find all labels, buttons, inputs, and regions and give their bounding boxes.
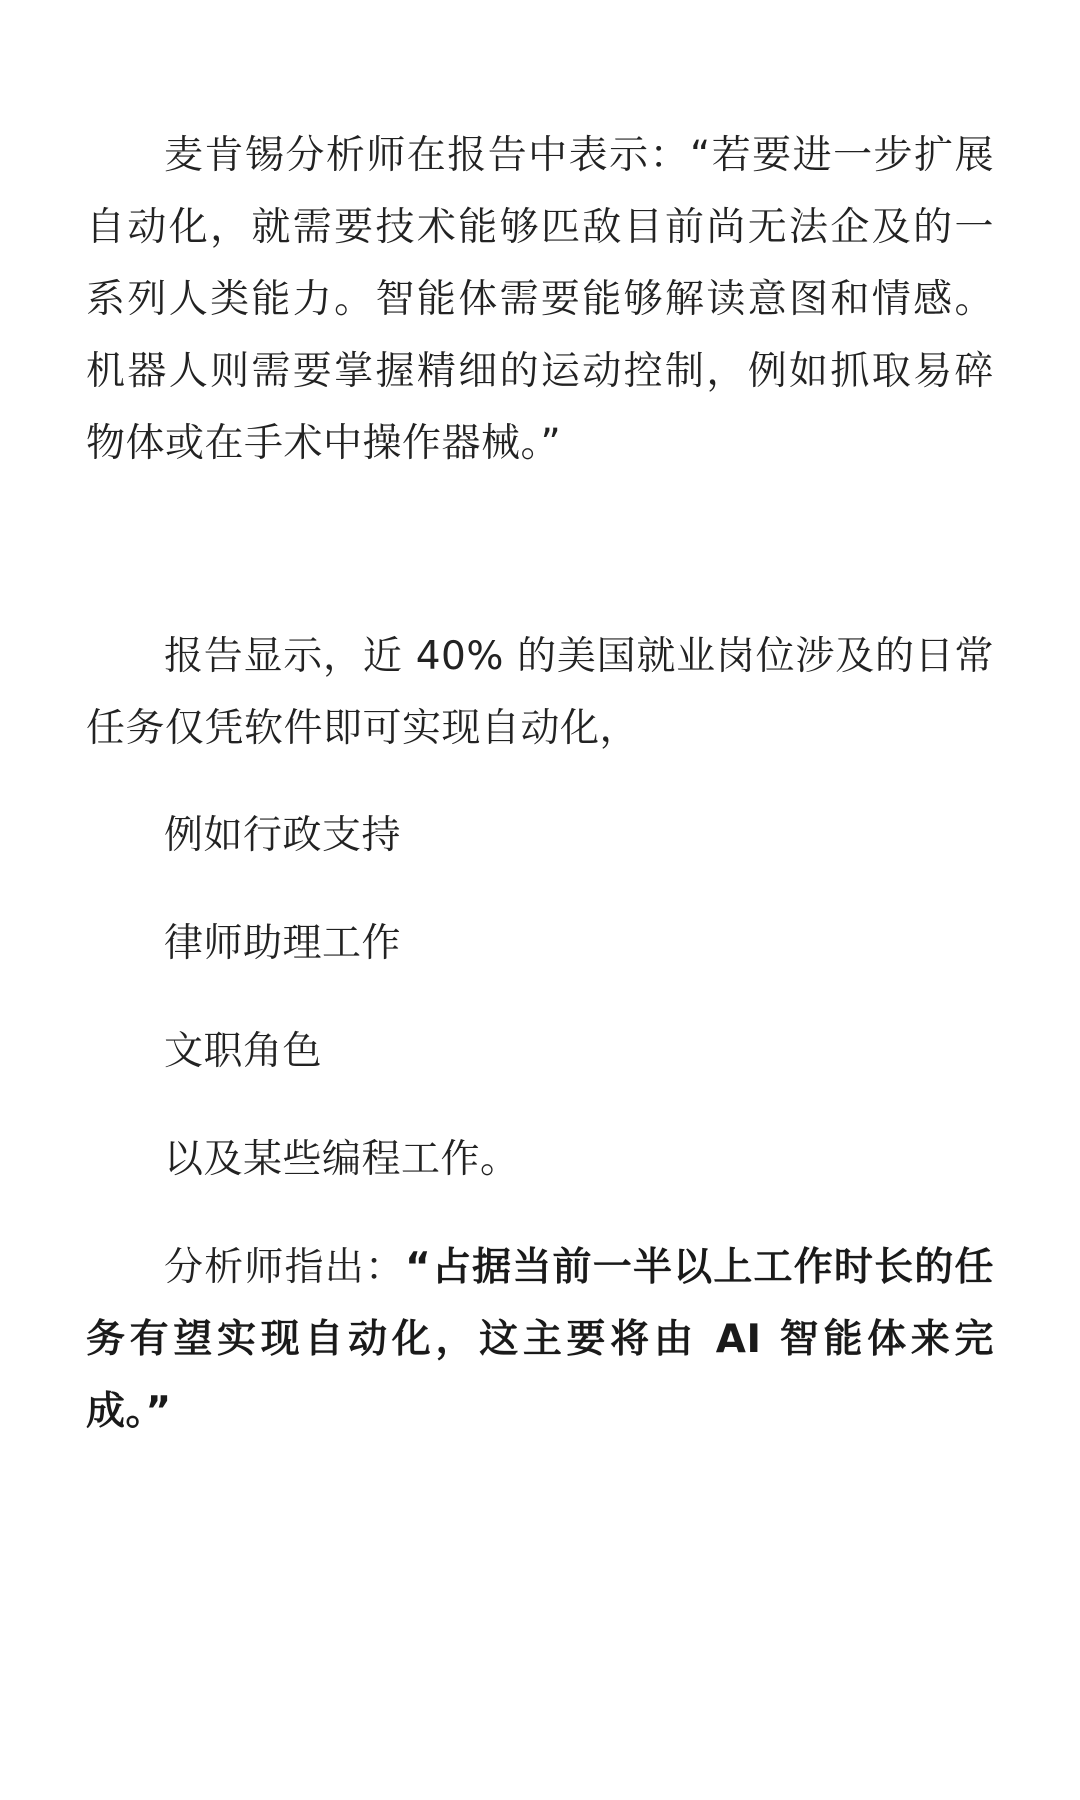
list-item: 以及某些编程工作。 <box>164 1137 520 1182</box>
analyst-lead-text: 分析师指出： <box>164 1245 406 1290</box>
paragraph-analyst-conclusion <box>86 1232 994 1448</box>
paragraph-report-finding: 报告显示，近 40% 的美国就业岗位涉及的日常任务仅凭软件即可实现自动化， <box>86 634 994 751</box>
list-item: 例如行政支持 <box>164 813 402 858</box>
paragraph-mckinsey-quote: 麦肯锡分析师在报告中表示：“若要进一步扩展自动化，就需要技术能够匹敌目前尚无法企及的一系列人类能力。智能体需要能够解读意图和情感。机器人则需要掌握精细的运动控制，例如抓取易碎物体或在手术中操作器械。” <box>86 133 994 466</box>
list-item: 律师助理工作 <box>164 921 402 966</box>
list-item: 文职角色 <box>164 1029 323 1074</box>
analyst-bold-quote: “占据当前一半以上工作时长的任务有望实现自动化，这主要将由 AI 智能体来完成。” <box>86 1245 994 1434</box>
